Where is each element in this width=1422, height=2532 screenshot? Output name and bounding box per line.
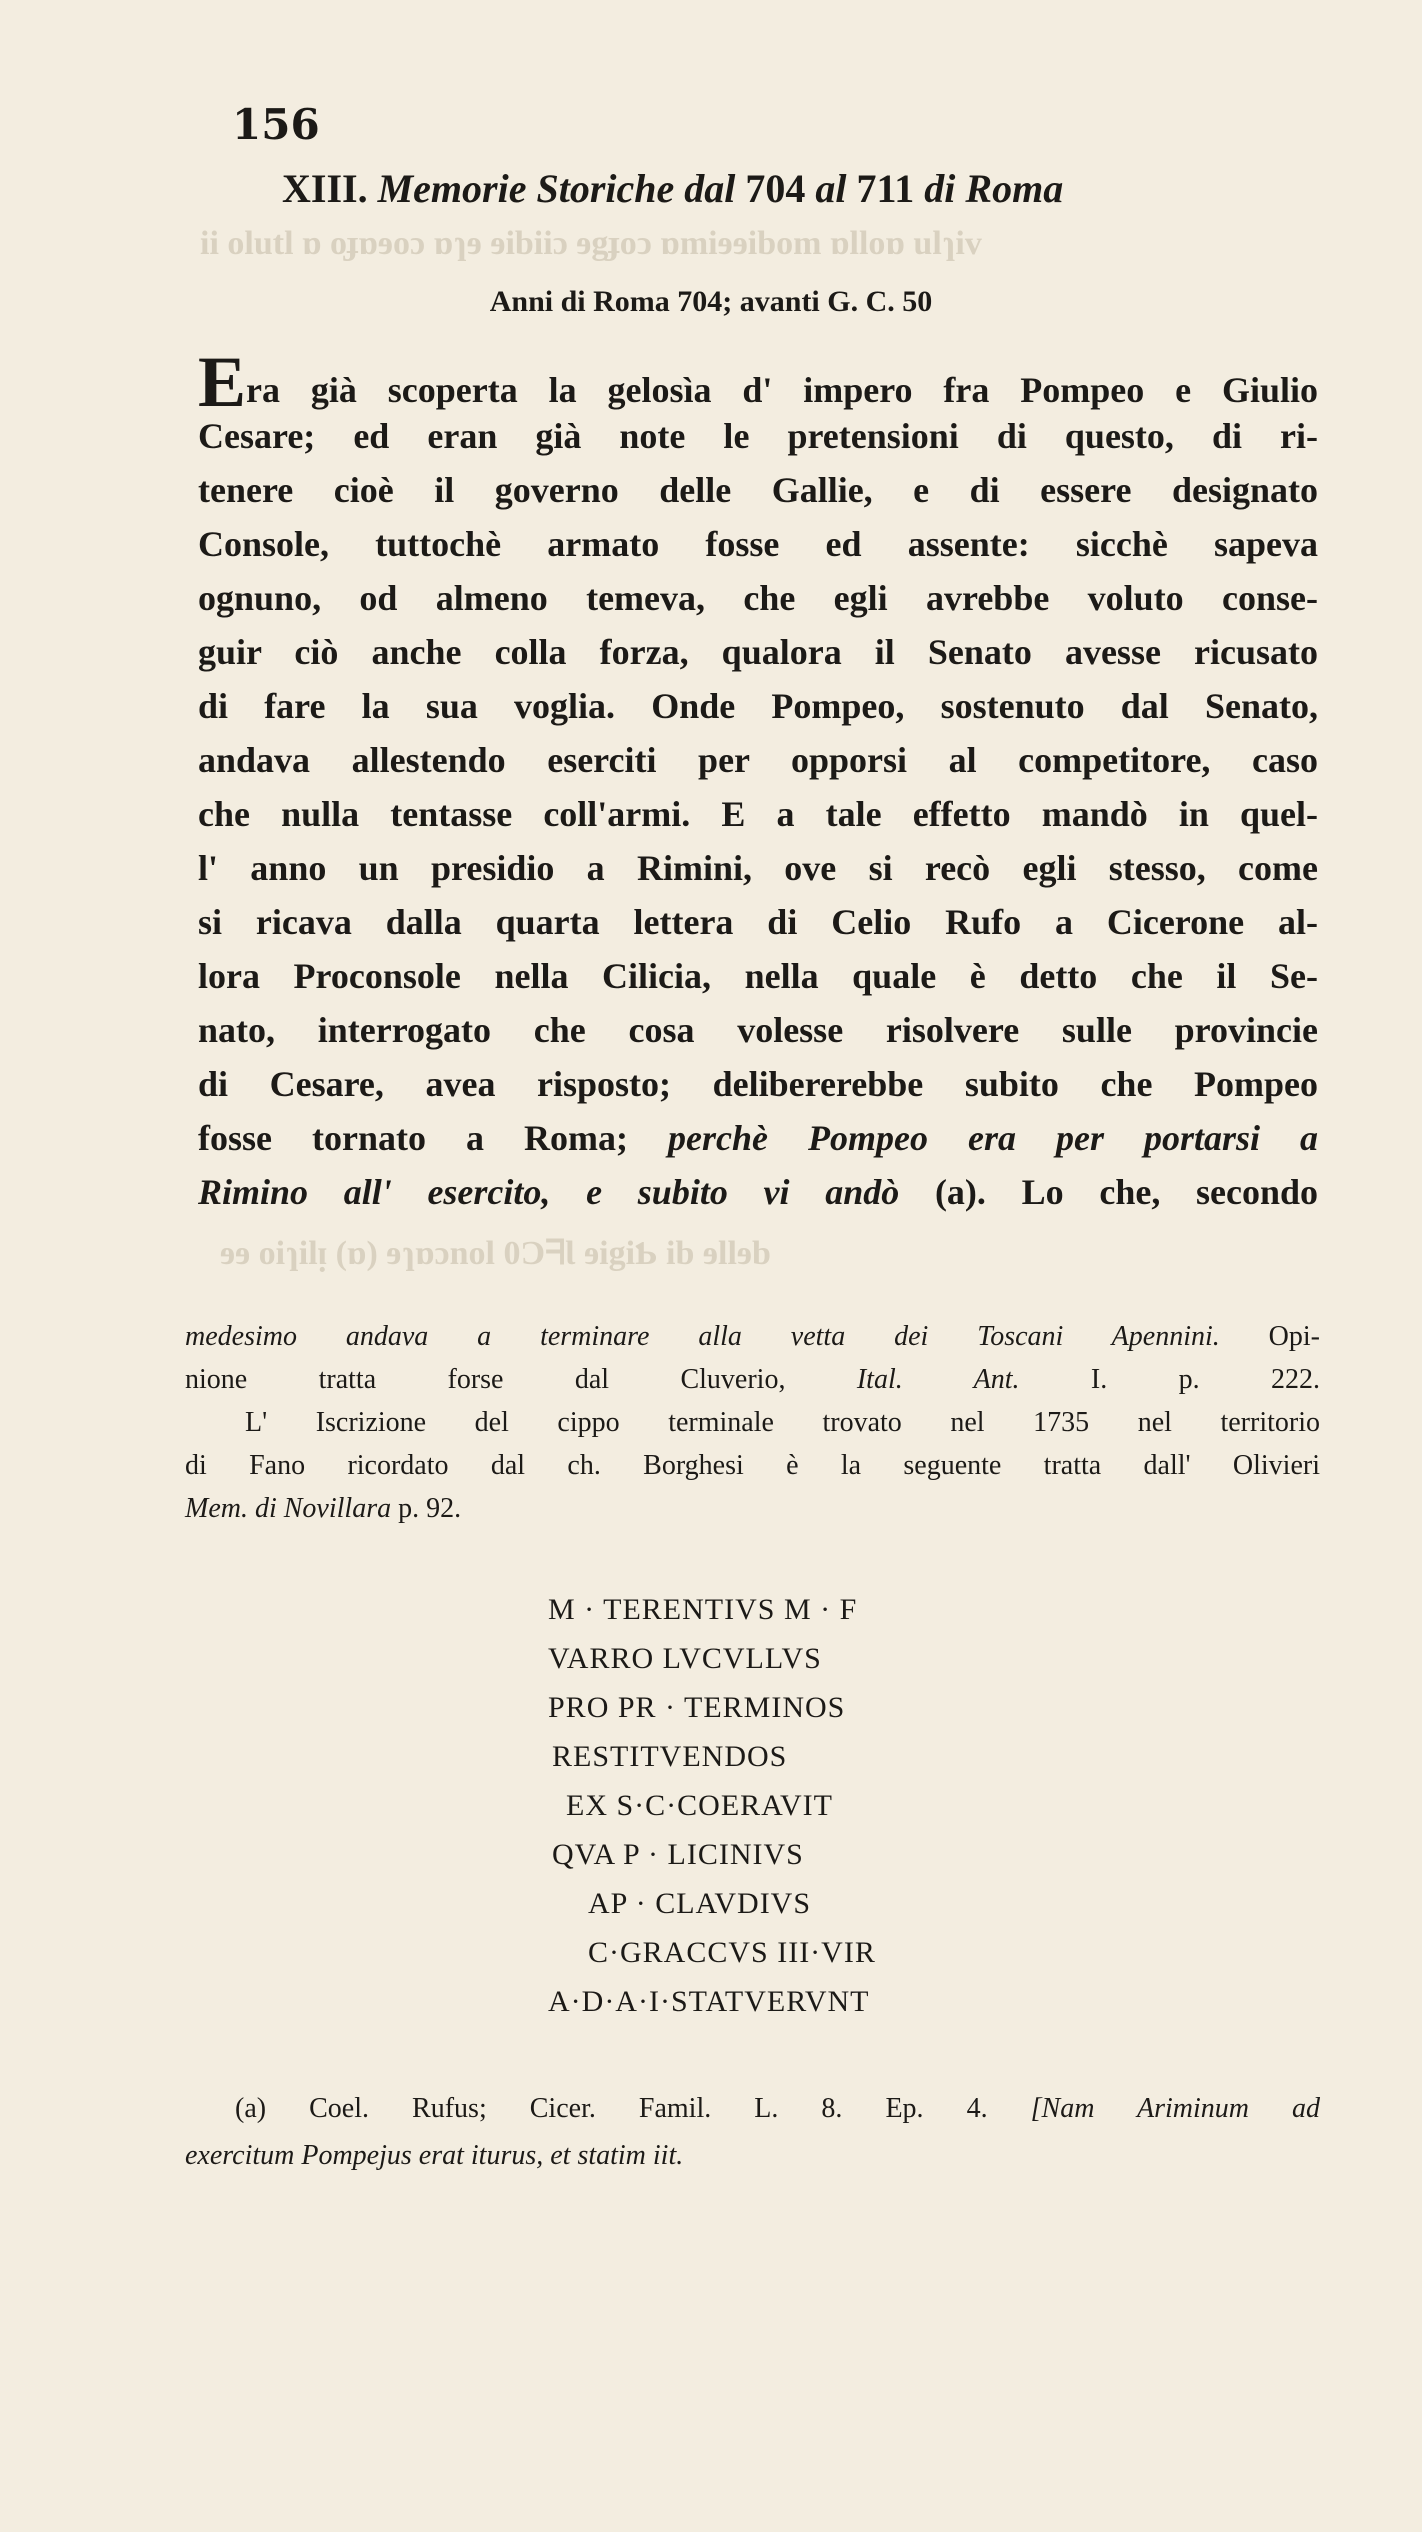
inscription-line: QVA P · LICINIVS bbox=[552, 1838, 804, 1871]
text-line: ognuno, od almeno temeva, che egli avrebbe voluto conse- bbox=[198, 578, 1318, 618]
inscription-line: C·GRACCVS III·VIR bbox=[588, 1936, 876, 1969]
text-line: di fare la sua voglia. Onde Pompeo, sostenuto dal Senato, bbox=[198, 686, 1318, 726]
text-line: di Cesare, avea risposto; delibererebbe subito che Pompeo bbox=[198, 1064, 1318, 1104]
text-line: si ricava dalla quarta lettera di Celio Rufo a Cicerone al- bbox=[198, 902, 1318, 942]
footnote bbox=[185, 2085, 1321, 2179]
footnote-line: (a) Coel. Rufus; Cicer. Famil. L. 8. Ep. 4. [Nam Ariminum ad bbox=[235, 2093, 1321, 2124]
side-notes bbox=[185, 1315, 1320, 1530]
text-line: lora Proconsole nella Cilicia, nella quale è detto che il Se- bbox=[198, 956, 1318, 996]
text-line: tenere cioè il governo delle Gallie, e di essere designato bbox=[198, 470, 1318, 510]
note-line: L' Iscrizione del cippo terminale trovato nel 1735 nel territorio bbox=[245, 1407, 1320, 1438]
footnote-marker: (a) bbox=[235, 2093, 267, 2124]
text-line: fosse tornato a Roma; perchè Pompeo era per portarsi a bbox=[198, 1118, 1319, 1158]
bleed-through-text: ii olutl ɒ oɟɒɘoɔ ɒɿɘ ɘibiiɔ ɘgɟoↄ ɒmiɘɘibom ɒlloɒ ulɿiv bbox=[200, 225, 982, 262]
latin-inscription bbox=[548, 1585, 876, 2026]
inscription-line: PRO PR · TERMINOS bbox=[548, 1691, 846, 1724]
note-line: Mem. di Novillara p. 92. bbox=[185, 1493, 462, 1524]
bleed-through-text: ɘɘ oiɿilᴉ (ɒ) ɘɿɒɔnol 0ƆᖷƖ ɘigiƄ ib ɘllɘb bbox=[220, 1235, 771, 1272]
text-line: Era già scoperta la gelosìa d' impero fra Pompeo e Giulio bbox=[198, 342, 1318, 422]
text-line: andava allestendo eserciti per opporsi al competitore, caso bbox=[198, 740, 1318, 780]
note-line: medesimo andava a terminare alla vetta dei Toscani Apennini. Opi- bbox=[185, 1321, 1320, 1352]
text-line: guir ciò anche colla forza, qualora il Senato avesse ricusato bbox=[198, 632, 1318, 672]
footnote-line: exercitum Pompejus erat iturus, et statim iit. bbox=[185, 2140, 684, 2171]
inscription-line: AP · CLAVDIVS bbox=[588, 1887, 812, 1920]
text-line: l' anno un presidio a Rimini, ove si recò egli stesso, come bbox=[198, 848, 1318, 888]
note-line: di Fano ricordato dal ch. Borghesi è la seguente tratta dall' Olivieri bbox=[185, 1450, 1320, 1481]
header-connector: al bbox=[815, 166, 847, 211]
body-text bbox=[198, 342, 1319, 1219]
header-title-part2: di Roma bbox=[924, 166, 1064, 211]
footnote-reference[interactable]: (a). bbox=[934, 1172, 986, 1212]
note-line: nione tratta forse dal Cluverio, Ital. Ant. I. p. 222. bbox=[185, 1364, 1320, 1395]
text-line: Cesare; ed eran già note le pretensioni di questo, di ri- bbox=[198, 416, 1318, 456]
header-year-to: 711 bbox=[856, 166, 915, 211]
inscription-line: RESTITVENDOS bbox=[552, 1740, 788, 1773]
chapter-number: XIII. bbox=[282, 166, 368, 211]
running-header bbox=[282, 165, 1063, 212]
drop-cap: E bbox=[198, 342, 247, 422]
text-line: nato, interrogato che cosa volesse risolvere sulle provincie bbox=[198, 1010, 1318, 1050]
header-title-part1: Memorie Storiche dal bbox=[377, 166, 736, 211]
inscription-line: EX S·C·COERAVIT bbox=[566, 1789, 833, 1822]
inscription-line: A·D·A·I·STATVERVNT bbox=[548, 1985, 870, 2018]
page-number: 156 bbox=[232, 100, 320, 149]
header-year-from: 704 bbox=[745, 166, 806, 211]
text-line: che nulla tentasse coll'armi. E a tale effetto mandò in quel- bbox=[198, 794, 1318, 834]
section-subheading: Anni di Roma 704; avanti G. C. 50 bbox=[489, 285, 933, 318]
inscription-line: VARRO LVCVLLVS bbox=[548, 1642, 822, 1675]
inscription-line: M · TERENTIVS M · F bbox=[548, 1593, 858, 1626]
text-line: Rimino all' esercito, e subito vi andò (a). Lo che, secondo bbox=[198, 1172, 1319, 1212]
text-line: Console, tuttochè armato fosse ed assente: sicchè sapeva bbox=[198, 524, 1318, 564]
